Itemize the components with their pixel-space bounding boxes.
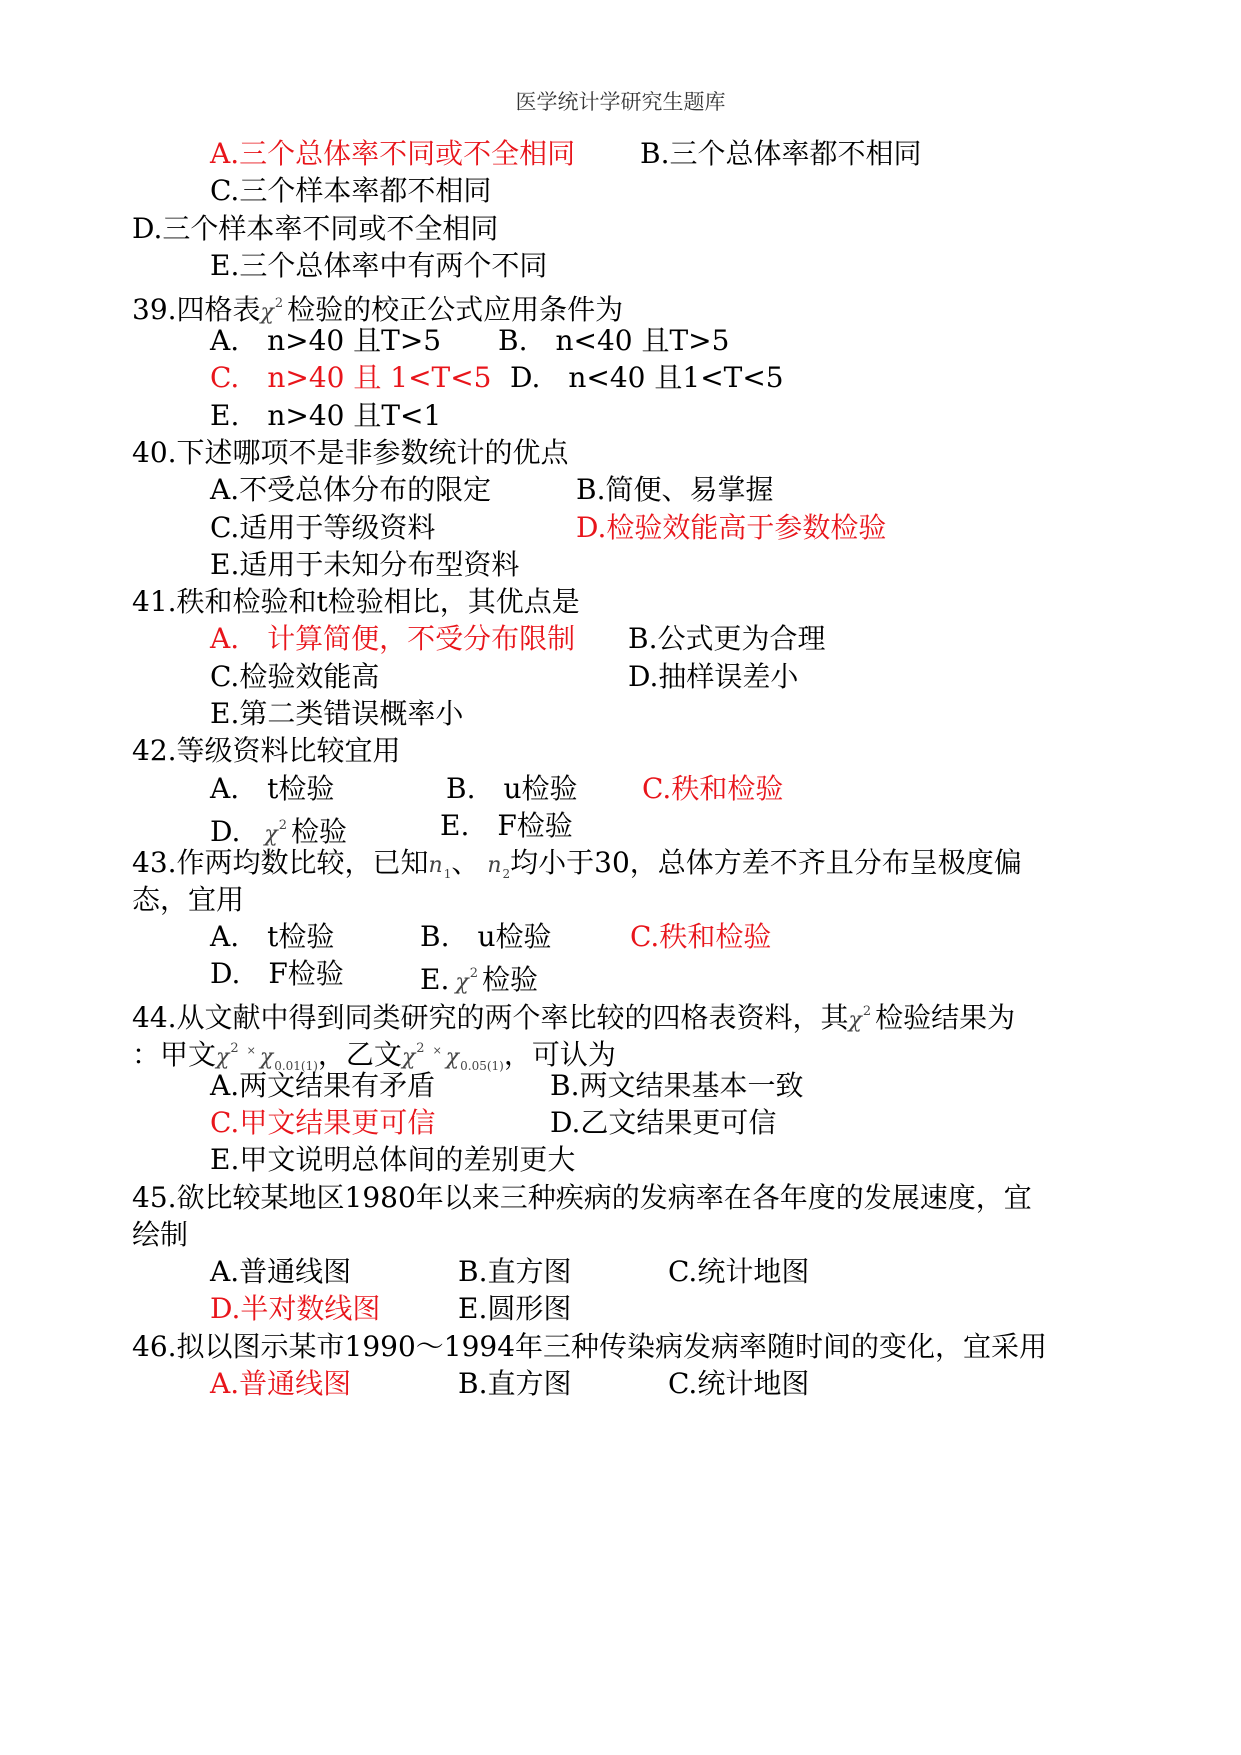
chi-symbol: χ bbox=[264, 822, 278, 847]
n2-subscript: 2 bbox=[502, 867, 511, 881]
q38-option-d: D.三个样本率不同或不全相同 bbox=[132, 212, 499, 245]
chi-superscript: 2 bbox=[278, 818, 287, 833]
q42-option-b: B. u检验 bbox=[446, 772, 578, 805]
q41-option-d: D.抽样误差小 bbox=[628, 660, 799, 693]
chi-symbol: χ bbox=[401, 1045, 416, 1070]
q44-stem-part2: 检验结果为 bbox=[875, 1001, 1016, 1034]
q43-option-e-prefix: E. bbox=[420, 963, 450, 996]
q44-stem-line1 bbox=[132, 992, 1015, 1032]
q40-option-c: C.适用于等级资料 bbox=[210, 511, 436, 544]
q43-option-b: B. u检验 bbox=[420, 920, 552, 953]
q44-stem-line2 bbox=[132, 1029, 616, 1073]
page-header: 医学统计学研究生题库 bbox=[515, 90, 726, 114]
q44-option-b: B.两文结果基本一致 bbox=[550, 1069, 804, 1102]
q42-option-d-text: 检验 bbox=[290, 815, 347, 848]
q39-stem bbox=[132, 284, 623, 324]
q40-option-b: B.简便、易掌握 bbox=[576, 473, 774, 506]
q46-option-b: B.直方图 bbox=[458, 1367, 572, 1400]
chi-superscript: 2 bbox=[469, 966, 478, 981]
q42-option-a: A. t检验 bbox=[210, 772, 335, 805]
chi-symbol: χ bbox=[259, 1045, 274, 1070]
q45-option-a: A.普通线图 bbox=[210, 1255, 352, 1288]
q39-option-c: C. n>40 且 1<T<5 bbox=[210, 361, 492, 394]
q43-option-e-text: 检验 bbox=[481, 963, 538, 996]
relation-symbol: × bbox=[432, 1044, 442, 1057]
q40-stem: 40.下述哪项不是非参数统计的优点 bbox=[132, 436, 569, 469]
q42-stem: 42.等级资料比较宜用 bbox=[132, 734, 401, 767]
q38-option-e: E.三个总体率中有两个不同 bbox=[210, 249, 548, 282]
q45-option-c: C.统计地图 bbox=[668, 1255, 810, 1288]
q44-line2-part3: ，可认为 bbox=[503, 1038, 616, 1071]
q39-number: 39.四格表 bbox=[132, 293, 261, 326]
q43-stem-part1: 43.作两均数比较，已知 bbox=[132, 846, 429, 879]
q39-stem-text: 检验的校正公式应用条件为 bbox=[287, 293, 624, 326]
q43-separator: 、 bbox=[451, 846, 480, 879]
chi-symbol: χ bbox=[455, 970, 469, 995]
q39-option-b: B. n<40 且T>5 bbox=[498, 324, 730, 357]
q39-option-d: D. n<40 且1<T<5 bbox=[510, 361, 784, 394]
q46-stem: 46.拟以图示某市1990～1994年三种传染病发病率随时间的变化，宜采用 bbox=[132, 1330, 1048, 1363]
q38-option-b: B.三个总体率都不相同 bbox=[640, 137, 922, 170]
q45-stem-line2: 绘制 bbox=[132, 1218, 189, 1251]
q42-option-d-prefix: D. bbox=[210, 815, 241, 848]
q44-line2-part2: ，乙文 bbox=[317, 1038, 402, 1071]
q44-line2-part1: ：甲文 bbox=[132, 1038, 217, 1071]
q43-option-d: D. F检验 bbox=[210, 957, 344, 990]
q41-option-b: B.公式更为合理 bbox=[628, 622, 826, 655]
chi-superscript: 2 bbox=[862, 1004, 872, 1019]
q45-stem-line1: 45.欲比较某地区1980年以来三种疾病的发病率在各年度的发展速度，宜 bbox=[132, 1181, 1032, 1214]
q40-option-d: D.检验效能高于参数检验 bbox=[576, 511, 887, 544]
chi-symbol: χ bbox=[260, 300, 274, 325]
q39-option-a: A. n>40 且T>5 bbox=[210, 324, 442, 357]
q41-option-e: E.第二类错误概率小 bbox=[210, 697, 464, 730]
q43-stem-part2: 均小于30，总体方差不齐且分布呈极度偏 bbox=[510, 846, 1022, 879]
q40-option-e: E.适用于未知分布型资料 bbox=[210, 548, 520, 581]
q45-option-b: B.直方图 bbox=[458, 1255, 572, 1288]
q41-option-c: C.检验效能高 bbox=[210, 660, 380, 693]
q44-option-c: C.甲文结果更可信 bbox=[210, 1106, 436, 1139]
q43-option-c: C.秩和检验 bbox=[630, 920, 772, 953]
q42-option-e: E. F检验 bbox=[440, 809, 573, 842]
q46-option-a: A.普通线图 bbox=[210, 1367, 352, 1400]
n1-subscript: 1 bbox=[443, 867, 452, 881]
q43-stem-line2: 态，宜用 bbox=[132, 883, 245, 916]
n-symbol: n bbox=[428, 853, 443, 878]
chi-symbol: χ bbox=[445, 1045, 460, 1070]
q40-option-a: A.不受总体分布的限定 bbox=[210, 473, 492, 506]
q43-stem-line1 bbox=[132, 843, 1022, 883]
chi-symbol: χ bbox=[848, 1008, 862, 1033]
q44-option-d: D.乙文结果更可信 bbox=[550, 1106, 777, 1139]
n-symbol: n bbox=[487, 853, 502, 878]
q38-option-c: C.三个样本率都不相同 bbox=[210, 174, 492, 207]
q42-option-c: C.秩和检验 bbox=[642, 772, 784, 805]
chi-symbol: χ bbox=[216, 1045, 230, 1070]
chi-critical-subscript-a: 0.01(1) bbox=[274, 1059, 318, 1073]
q44-option-e: E.甲文说明总体间的差别更大 bbox=[210, 1143, 576, 1176]
q45-option-e: E.圆形图 bbox=[458, 1292, 572, 1325]
q43-option-a: A. t检验 bbox=[210, 920, 335, 953]
chi-superscript: 2 bbox=[230, 1041, 239, 1056]
q44-stem-part1: 44.从文献中得到同类研究的两个率比较的四格表资料，其 bbox=[132, 1001, 849, 1034]
chi-critical-subscript-b: 0.05(1) bbox=[460, 1059, 504, 1073]
q44-option-a: A.两文结果有矛盾 bbox=[210, 1069, 436, 1102]
q38-option-a: A.三个总体率不同或不全相同 bbox=[210, 137, 576, 170]
q45-option-d: D.半对数线图 bbox=[210, 1292, 381, 1325]
q39-option-e: E. n>40 且T<1 bbox=[210, 399, 442, 432]
q46-option-c: C.统计地图 bbox=[668, 1367, 810, 1400]
q41-option-a: A. 计算简便，不受分布限制 bbox=[210, 622, 576, 655]
chi-superscript: 2 bbox=[274, 296, 284, 311]
relation-symbol: × bbox=[246, 1044, 256, 1057]
chi-superscript: 2 bbox=[416, 1041, 425, 1056]
q41-stem: 41.秩和检验和t检验相比，其优点是 bbox=[132, 585, 580, 618]
